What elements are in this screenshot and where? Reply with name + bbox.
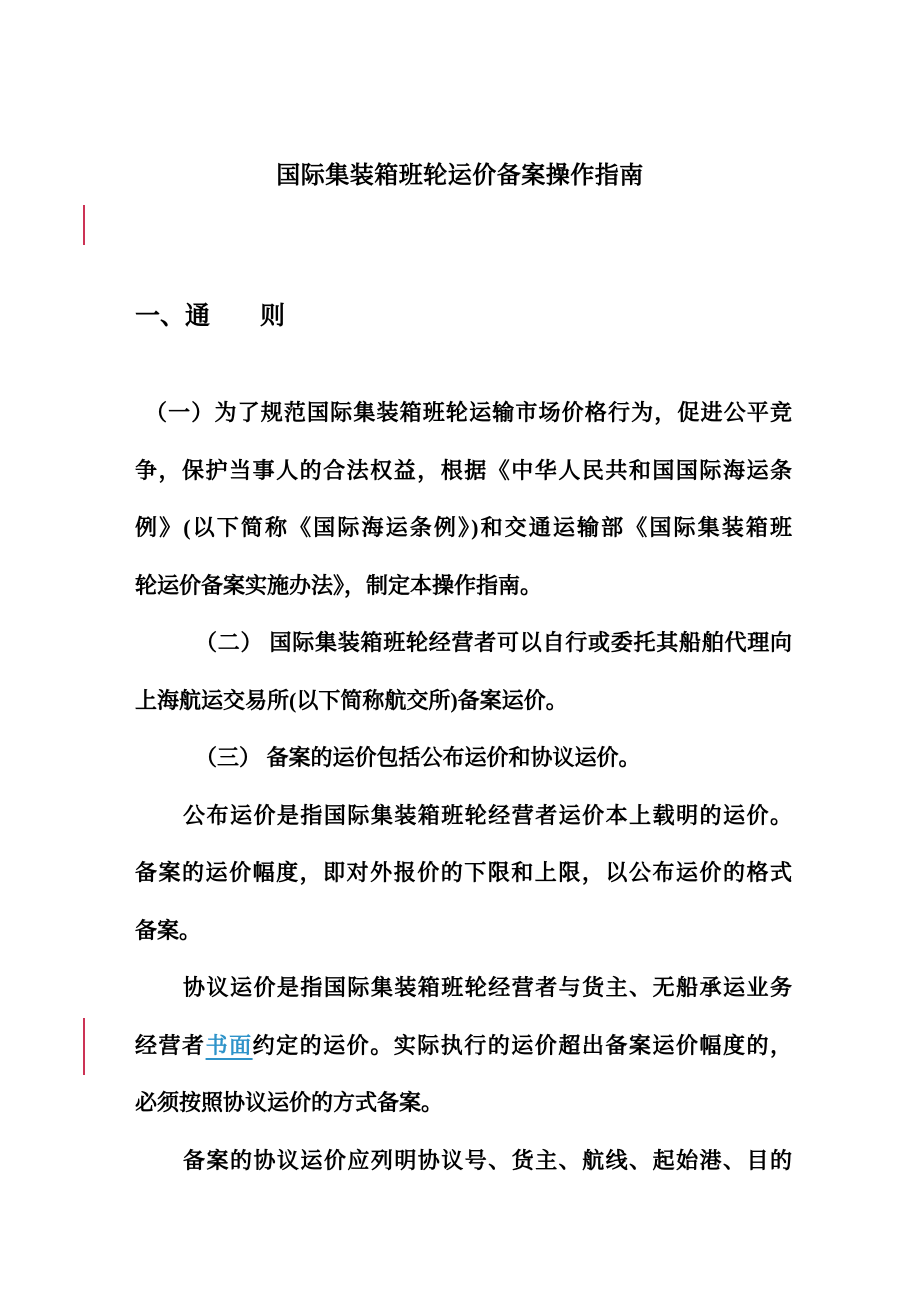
paragraph-line: （三） 备案的运价包括公布运价和协议运价。 (195, 745, 641, 770)
link-line-before-text: 经营者 (135, 1032, 206, 1058)
paragraph-line: 例》(以下简称《国际海运条例》)和交通运输部《国际集装箱班 (135, 515, 792, 540)
paragraph-line: 必须按照协议运价的方式备案。 (135, 1090, 444, 1115)
paragraph-line: 备案的运价幅度，即对外报价的下限和上限，以公布运价的格式 (135, 860, 792, 885)
revision-mark (83, 205, 85, 245)
paragraph-line: （二） 国际集装箱班轮经营者可以自行或委托其船舶代理向 (195, 630, 792, 655)
paragraph-line: 协议运价是指国际集装箱班轮经营者与货主、无船承运业务 (183, 975, 792, 1000)
document-body (135, 384, 792, 1189)
inline-link[interactable]: 书面 (205, 1032, 253, 1058)
paragraph-line: 公布运价是指国际集装箱班轮经营者运价本上载明的运价。 (183, 802, 792, 828)
section-heading: 一、通 则 (135, 303, 286, 330)
paragraph-line: 上海航运交易所(以下简称航交所)备案运价。 (135, 687, 568, 713)
link-line-after-text: 约定的运价。实际执行的运价超出备案运价幅度的， (252, 1032, 792, 1058)
paragraph-line: 备案的协议运价应列明协议号、货主、航线、起始港、目的 (183, 1147, 792, 1173)
paragraph-line: 争，保护当事人的合法权益，根据《中华人民共和国国际海运条 (135, 457, 792, 483)
paragraph-line: （一）为了规范国际集装箱班轮运输市场价格行为，促进公平竞 (145, 400, 792, 425)
paragraph-line: 备案。 (135, 917, 202, 943)
paragraph-line: 轮运价备案实施办法》，制定本操作指南。 (135, 572, 543, 598)
document-title: 国际集装箱班轮运价备案操作指南 (276, 163, 644, 189)
paragraph-line-with-link (135, 1017, 792, 1075)
revision-mark (83, 1018, 85, 1075)
